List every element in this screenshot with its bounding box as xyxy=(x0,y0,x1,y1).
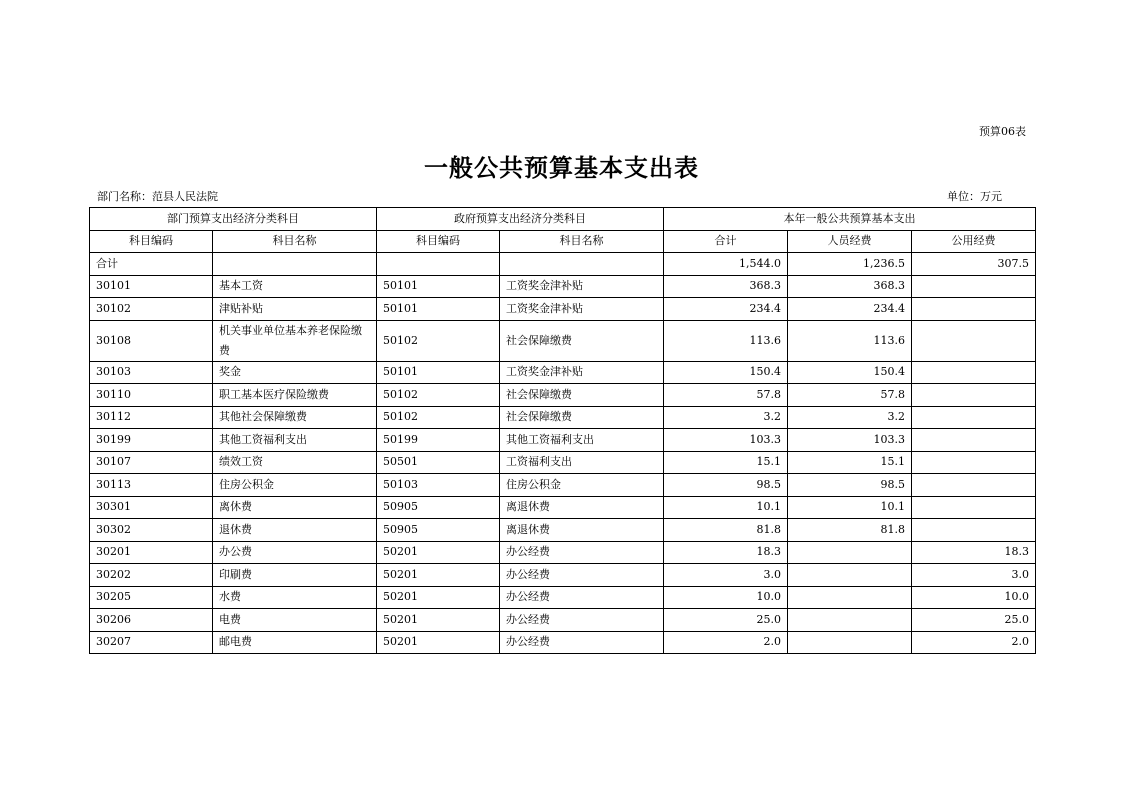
gov-code: 50102 xyxy=(377,406,500,429)
row-total: 81.8 xyxy=(664,519,788,542)
table-row xyxy=(90,275,1036,298)
dept-name: 绩效工资 xyxy=(213,451,377,474)
row-personnel: 113.6 xyxy=(788,320,912,361)
table-row xyxy=(90,519,1036,542)
gov-name: 工资奖金津补贴 xyxy=(500,275,664,298)
empty-cell xyxy=(377,253,500,276)
total-amount: 1,544.0 xyxy=(664,253,788,276)
dept-code: 30101 xyxy=(90,275,213,298)
row-public: 2.0 xyxy=(912,631,1036,654)
gov-code: 50501 xyxy=(377,451,500,474)
row-total: 150.4 xyxy=(664,361,788,384)
row-personnel xyxy=(788,586,912,609)
row-total: 10.0 xyxy=(664,586,788,609)
header-dept-name: 科目名称 xyxy=(213,230,377,253)
unit-label: 单位：万元 xyxy=(947,190,1002,203)
gov-name: 办公经费 xyxy=(500,564,664,587)
table-row xyxy=(90,541,1036,564)
department-name: 部门名称：范县人民法院 xyxy=(97,190,218,203)
table-row xyxy=(90,496,1036,519)
row-public xyxy=(912,298,1036,321)
dept-code: 30102 xyxy=(90,298,213,321)
total-public: 307.5 xyxy=(912,253,1036,276)
gov-name: 社会保障缴费 xyxy=(500,320,664,361)
table-row xyxy=(90,406,1036,429)
page-title: 一般公共预算基本支出表 xyxy=(424,153,699,182)
dept-name: 离休费 xyxy=(213,496,377,519)
dept-code: 30302 xyxy=(90,519,213,542)
gov-code: 50101 xyxy=(377,298,500,321)
header-gov-code: 科目编码 xyxy=(377,230,500,253)
row-total: 18.3 xyxy=(664,541,788,564)
dept-name: 职工基本医疗保险缴费 xyxy=(213,384,377,407)
dept-name: 其他社会保障缴费 xyxy=(213,406,377,429)
gov-name: 社会保障缴费 xyxy=(500,384,664,407)
dept-code: 30201 xyxy=(90,541,213,564)
gov-code: 50201 xyxy=(377,586,500,609)
row-public xyxy=(912,429,1036,452)
header-group-row xyxy=(90,208,1036,231)
gov-name: 办公经费 xyxy=(500,586,664,609)
gov-code: 50103 xyxy=(377,474,500,497)
gov-code: 50102 xyxy=(377,384,500,407)
gov-code: 50905 xyxy=(377,496,500,519)
header-total: 合计 xyxy=(664,230,788,253)
header-public: 公用经费 xyxy=(912,230,1036,253)
gov-name: 办公经费 xyxy=(500,609,664,632)
table-row xyxy=(90,631,1036,654)
gov-name: 工资奖金津补贴 xyxy=(500,298,664,321)
row-personnel: 81.8 xyxy=(788,519,912,542)
row-public xyxy=(912,474,1036,497)
row-total: 15.1 xyxy=(664,451,788,474)
row-personnel: 368.3 xyxy=(788,275,912,298)
dept-code: 30206 xyxy=(90,609,213,632)
dept-code: 30110 xyxy=(90,384,213,407)
dept-name: 其他工资福利支出 xyxy=(213,429,377,452)
gov-code: 50102 xyxy=(377,320,500,361)
row-total: 113.6 xyxy=(664,320,788,361)
gov-name: 其他工资福利支出 xyxy=(500,429,664,452)
dept-code: 30108 xyxy=(90,320,213,361)
row-total: 368.3 xyxy=(664,275,788,298)
table-row xyxy=(90,361,1036,384)
dept-code: 30112 xyxy=(90,406,213,429)
row-personnel xyxy=(788,564,912,587)
row-personnel: 98.5 xyxy=(788,474,912,497)
dept-code: 30207 xyxy=(90,631,213,654)
row-public xyxy=(912,361,1036,384)
dept-name: 印刷费 xyxy=(213,564,377,587)
gov-name: 离退休费 xyxy=(500,519,664,542)
dept-code: 30205 xyxy=(90,586,213,609)
header-dept-classification: 部门预算支出经济分类科目 xyxy=(90,208,377,231)
row-public xyxy=(912,275,1036,298)
row-personnel: 15.1 xyxy=(788,451,912,474)
dept-code: 30113 xyxy=(90,474,213,497)
table-row xyxy=(90,429,1036,452)
total-personnel: 1,236.5 xyxy=(788,253,912,276)
gov-code: 50201 xyxy=(377,541,500,564)
dept-code: 30103 xyxy=(90,361,213,384)
gov-name: 工资奖金津补贴 xyxy=(500,361,664,384)
header-gov-name: 科目名称 xyxy=(500,230,664,253)
empty-cell xyxy=(500,253,664,276)
dept-code: 30199 xyxy=(90,429,213,452)
budget-table xyxy=(89,207,1036,654)
row-public: 3.0 xyxy=(912,564,1036,587)
row-personnel xyxy=(788,631,912,654)
gov-code: 50101 xyxy=(377,275,500,298)
table-row xyxy=(90,298,1036,321)
gov-code: 50201 xyxy=(377,609,500,632)
header-column-row xyxy=(90,230,1036,253)
dept-code: 30107 xyxy=(90,451,213,474)
gov-name: 工资福利支出 xyxy=(500,451,664,474)
dept-name: 住房公积金 xyxy=(213,474,377,497)
table-row xyxy=(90,451,1036,474)
gov-name: 离退休费 xyxy=(500,496,664,519)
row-public xyxy=(912,519,1036,542)
gov-code: 50201 xyxy=(377,631,500,654)
row-personnel: 150.4 xyxy=(788,361,912,384)
header-dept-code: 科目编码 xyxy=(90,230,213,253)
gov-name: 办公经费 xyxy=(500,631,664,654)
empty-cell xyxy=(213,253,377,276)
dept-name: 奖金 xyxy=(213,361,377,384)
gov-name: 住房公积金 xyxy=(500,474,664,497)
row-public xyxy=(912,320,1036,361)
row-personnel xyxy=(788,609,912,632)
row-public: 18.3 xyxy=(912,541,1036,564)
total-label: 合计 xyxy=(90,253,213,276)
dept-code: 30202 xyxy=(90,564,213,587)
table-row xyxy=(90,564,1036,587)
table-row xyxy=(90,384,1036,407)
table-row xyxy=(90,609,1036,632)
row-total: 103.3 xyxy=(664,429,788,452)
row-public xyxy=(912,451,1036,474)
dept-name: 电费 xyxy=(213,609,377,632)
header-gov-classification: 政府预算支出经济分类科目 xyxy=(377,208,664,231)
table-row xyxy=(90,474,1036,497)
dept-name: 津贴补贴 xyxy=(213,298,377,321)
gov-code: 50201 xyxy=(377,564,500,587)
dept-code: 30301 xyxy=(90,496,213,519)
row-personnel: 103.3 xyxy=(788,429,912,452)
row-personnel: 234.4 xyxy=(788,298,912,321)
gov-code: 50199 xyxy=(377,429,500,452)
row-public xyxy=(912,384,1036,407)
dept-name: 邮电费 xyxy=(213,631,377,654)
row-public: 25.0 xyxy=(912,609,1036,632)
header-personnel: 人员经费 xyxy=(788,230,912,253)
form-number: 预算06表 xyxy=(979,125,1026,138)
row-total: 25.0 xyxy=(664,609,788,632)
table-row xyxy=(90,320,1036,361)
header-basic-expenditure: 本年一般公共预算基本支出 xyxy=(664,208,1036,231)
dept-name: 办公费 xyxy=(213,541,377,564)
gov-name: 办公经费 xyxy=(500,541,664,564)
row-total: 3.0 xyxy=(664,564,788,587)
row-personnel: 57.8 xyxy=(788,384,912,407)
row-total: 57.8 xyxy=(664,384,788,407)
row-total: 10.1 xyxy=(664,496,788,519)
dept-name: 机关事业单位基本养老保险缴费 xyxy=(213,320,377,361)
row-personnel xyxy=(788,541,912,564)
row-personnel: 10.1 xyxy=(788,496,912,519)
row-public xyxy=(912,406,1036,429)
row-total: 234.4 xyxy=(664,298,788,321)
dept-name: 退休费 xyxy=(213,519,377,542)
row-total: 2.0 xyxy=(664,631,788,654)
gov-name: 社会保障缴费 xyxy=(500,406,664,429)
table-row xyxy=(90,586,1036,609)
row-public: 10.0 xyxy=(912,586,1036,609)
gov-code: 50905 xyxy=(377,519,500,542)
total-row xyxy=(90,253,1036,276)
dept-name: 基本工资 xyxy=(213,275,377,298)
row-public xyxy=(912,496,1036,519)
dept-name: 水费 xyxy=(213,586,377,609)
row-personnel: 3.2 xyxy=(788,406,912,429)
row-total: 3.2 xyxy=(664,406,788,429)
gov-code: 50101 xyxy=(377,361,500,384)
row-total: 98.5 xyxy=(664,474,788,497)
